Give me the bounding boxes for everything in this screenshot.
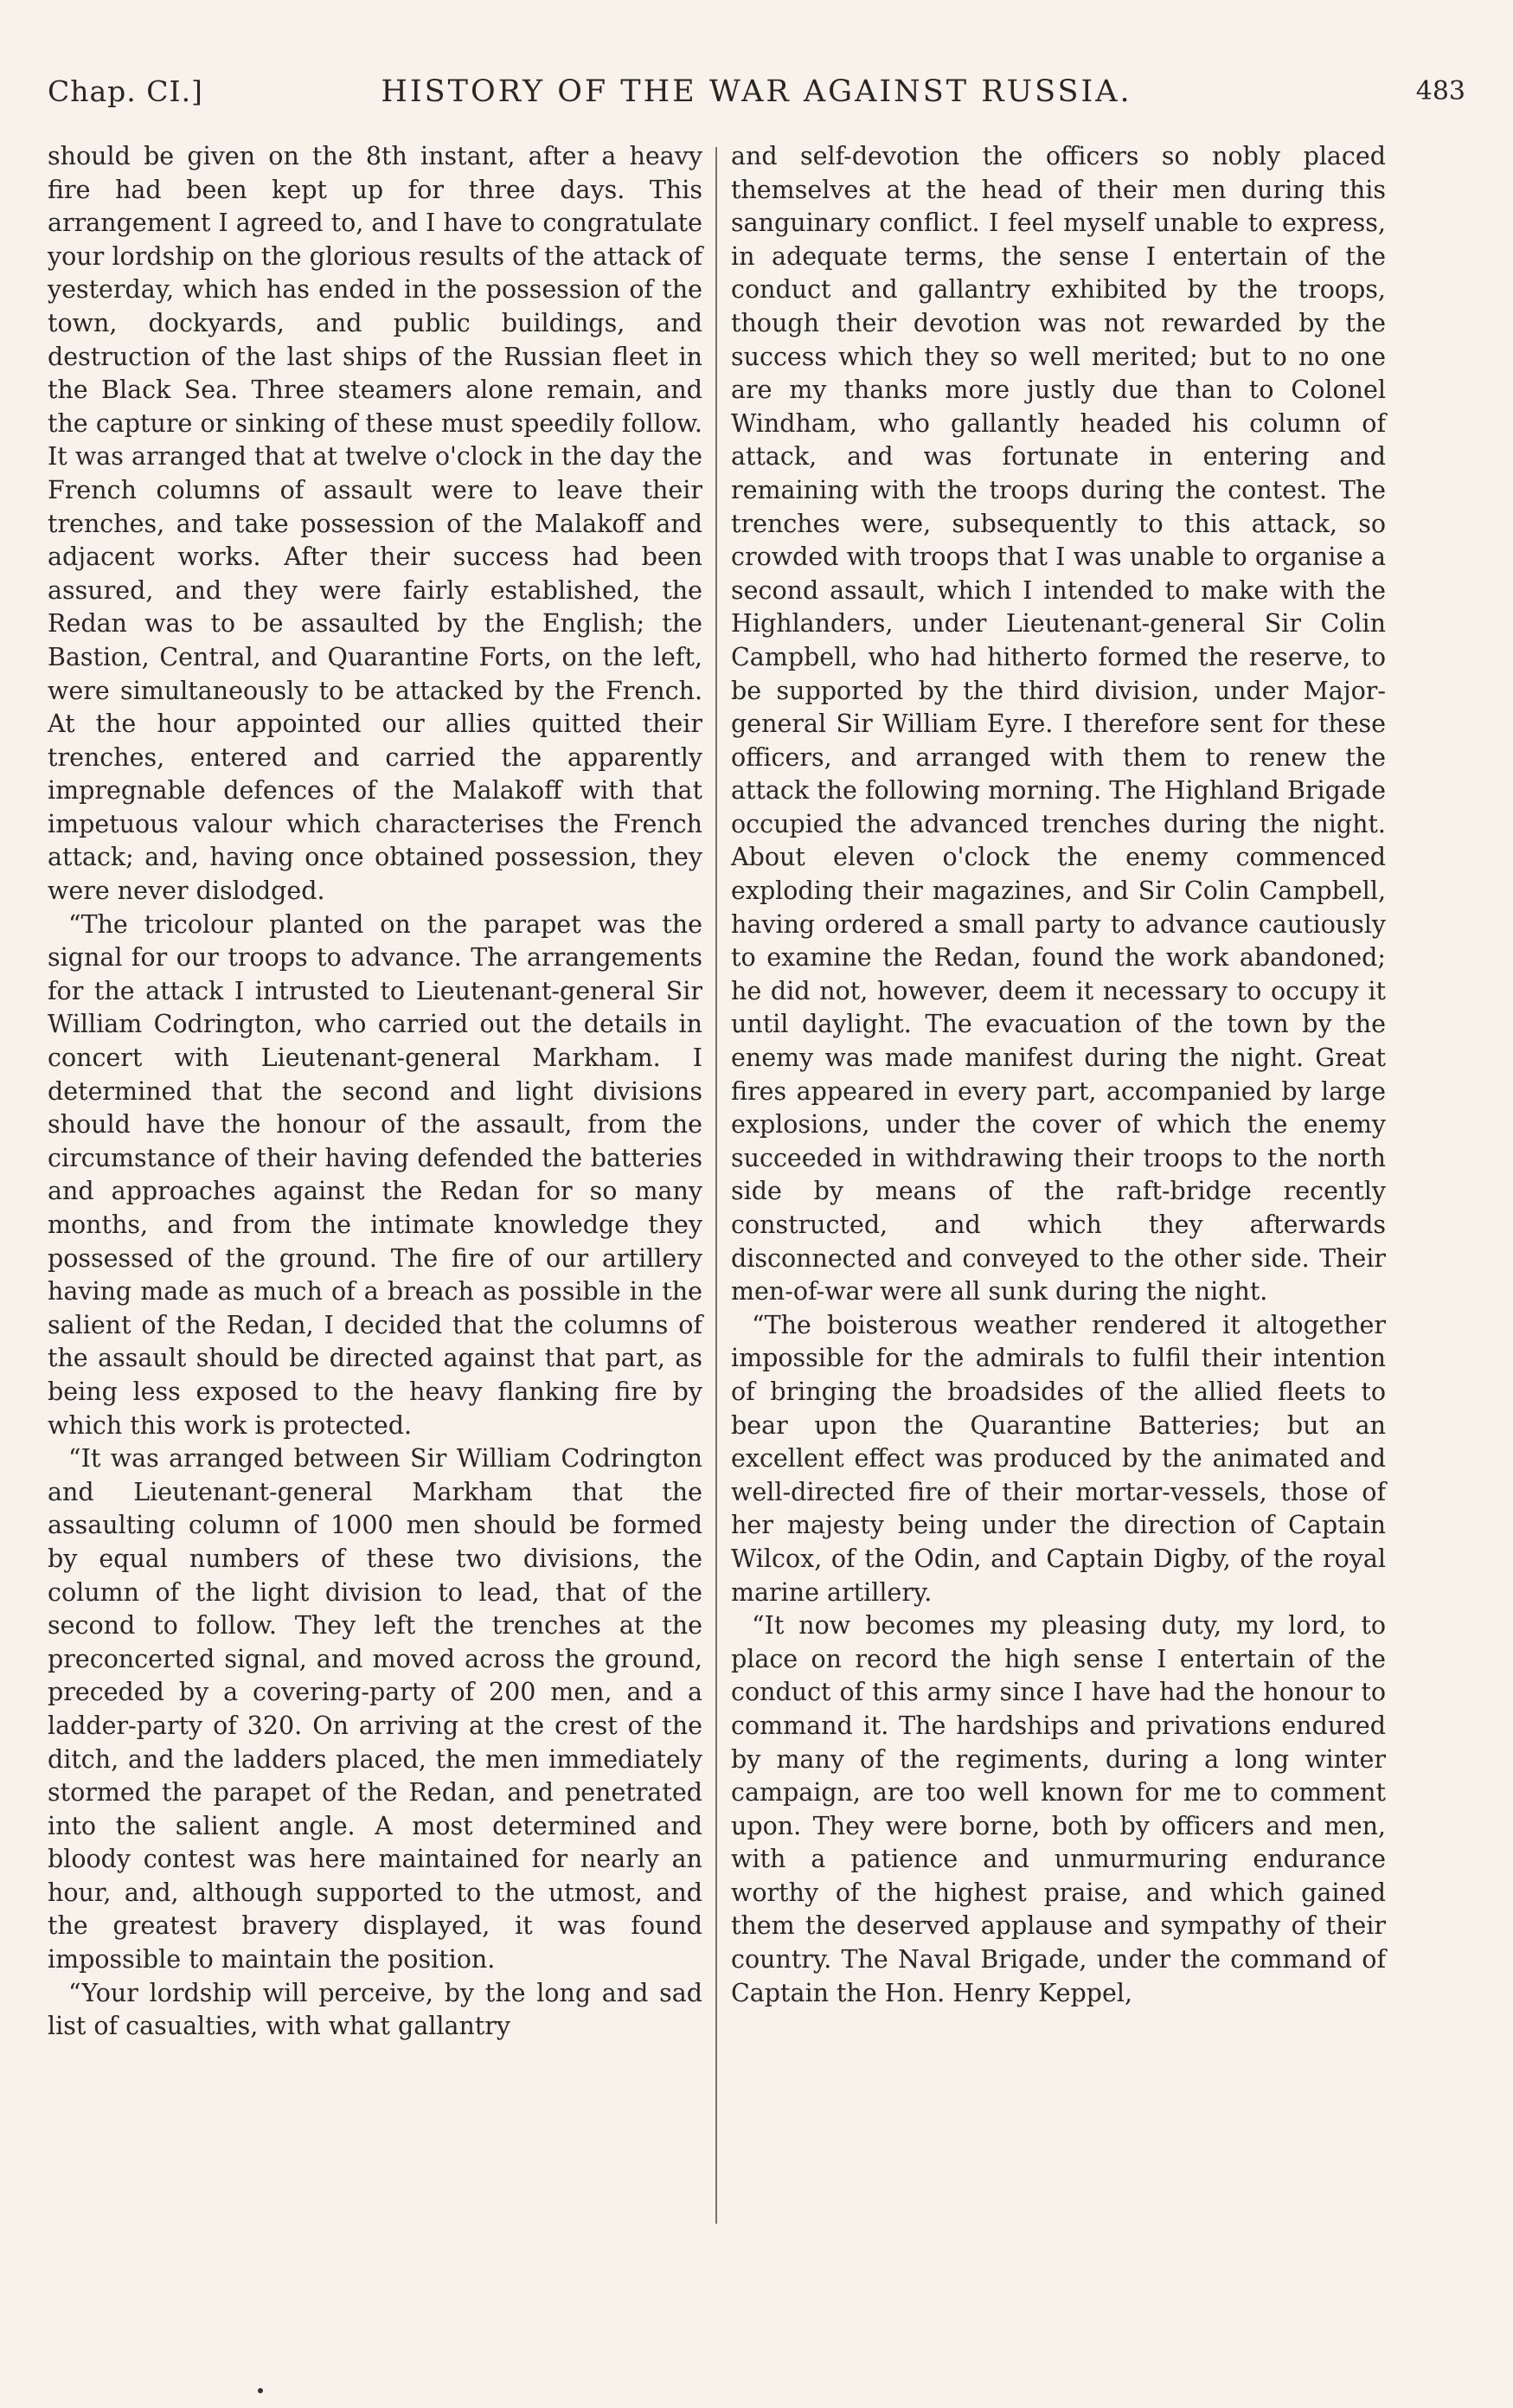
- chapter-label: Chap. CI.]: [48, 74, 203, 108]
- right-column: [731, 140, 1386, 2010]
- paragraph: should be given on the 8th instant, after a heavy fire had been kept up for three days. This arrangement I agreed to, and I have to congratulate your lordship on the glorious results of the attack of yesterday, which has ended in the possession of the town, dockyards, and public buildings, and destruction of the last ships of the Russian fleet in the Black Sea. Three steamers alone remain, and the capture or sinking of these must speedily follow. It was arranged that at twelve o'clock in the day the French columns of assault were to leave their trenches, and take possession of the Malakoff and adjacent works. After their success had been assured, and they were fairly established, the Redan was to be assaulted by the English; the Bastion, Central, and Quarantine Forts, on the left, were simultaneously to be attacked by the French. At the hour appointed our allies quitted their trenches, entered and carried the apparently impregnable defences of the Malakoff with that impetuous valour which characterises the French attack; and, having once obtained possession, they were never dislodged.: [48, 142, 702, 906]
- printer-mark: [258, 2388, 263, 2393]
- page-number: 483: [1415, 76, 1465, 106]
- paragraph: “It now becomes my pleasing duty, my lord, to place on record the high sense I entertain of the conduct of this army since I have had the honour to command it. The hardships and privations endured by many of the regiments, during a long winter campaign, are too well known for me to comment upon. They were borne, both by officers and men, with a patience and unmurmuring endurance worthy of the highest praise, and which gained them the deserved applause and sympathy of their country. The Naval Brigade, under the command of Captain the Hon. Henry Keppel,: [731, 1611, 1386, 2007]
- paragraph: “Your lordship will perceive, by the long and sad list of casualties, with what gallantry: [48, 1978, 702, 2041]
- column-divider: [715, 147, 717, 2224]
- paragraph: and self-devotion the officers so nobly placed themselves at the head of their men during this sanguinary conflict. I feel myself unable to express, in adequate terms, the sense I entertain of the conduct and gallantry exhibited by the troops, though their devotion was not rewarded by the success which they so well merited; but to no one are my thanks more justly due than to Colonel Windham, who gallantly headed his column of attack, and was fortunate in entering and remaining with the troops during the contest. The trenches were, subsequently to this attack, so crowded with troops that I was unable to organise a second assault, which I intended to make with the Highlanders, under Lieutenant-general Sir Colin Campbell, who had hitherto formed the reserve, to be supported by the third division, under Major-general Sir William Eyre. I therefore sent for these officers, and arranged with them to renew the attack the following morning. The Highland Brigade occupied the advanced trenches during the night. About eleven o'clock the enemy commenced exploding their magazines, and Sir Colin Campbell, having ordered a small party to advance cautiously to examine the Redan, found the work abandoned; he did not, however, deem it necessary to occupy it until daylight. The evacuation of the town by the enemy was made manifest during the night. Great fires appeared in every part, accompanied by large explosions, under the cover of which the enemy succeeded in withdrawing their troops to the north side by means of the raft-bridge recently constructed, and which they afterwards disconnected and conveyed to the other side. Their men-of-war were all sunk during the night.: [731, 142, 1386, 1307]
- paragraph: “It was arranged between Sir William Codrington and Lieutenant-general Markham that the assaulting column of 1000 men should be formed by equal numbers of these two divisions, the column of the light division to lead, that of the second to follow. They left the trenches at the preconcerted signal, and moved across the ground, preceded by a covering-party of 200 men, and a ladder-party of 320. On arriving at the crest of the ditch, and the ladders placed, the men immediately stormed the parapet of the Redan, and penetrated into the salient angle. A most determined and bloody contest was here maintained for nearly an hour, and, although supported to the utmost, and the greatest bravery displayed, it was found impossible to maintain the position.: [48, 1444, 702, 1975]
- paragraph: “The boisterous weather rendered it altogether impossible for the admirals to fulfil their intention of bringing the broadsides of the allied fleets to bear upon the Quarantine Batteries; but an excellent effect was produced by the animated and well-directed fire of their mortar-vessels, those of her majesty being under the direction of Captain Wilcox, of the Odin, and Captain Digby, of the royal marine artillery.: [731, 1310, 1386, 1607]
- left-column: [48, 140, 702, 2044]
- text-columns: [48, 140, 1466, 2251]
- page-header: [48, 74, 1465, 126]
- running-title: HISTORY OF THE WAR AGAINST RUSSIA.: [381, 74, 1132, 109]
- paragraph: “The tricolour planted on the parapet was the signal for our troops to advance. The arrangements for the attack I intrusted to Lieutenant-general Sir William Codrington, who carried out the details in concert with Lieutenant-general Markham. I determined that the second and light divisions should have the honour of the assault, from the circumstance of their having defended the batteries and approaches against the Redan for so many months, and from the intimate knowledge they possessed of the ground. The fire of our artillery having made as much of a breach as possible in the salient of the Redan, I decided that the columns of the assault should be directed against that part, as being less exposed to the heavy flanking fire by which this work is protected.: [48, 909, 702, 1440]
